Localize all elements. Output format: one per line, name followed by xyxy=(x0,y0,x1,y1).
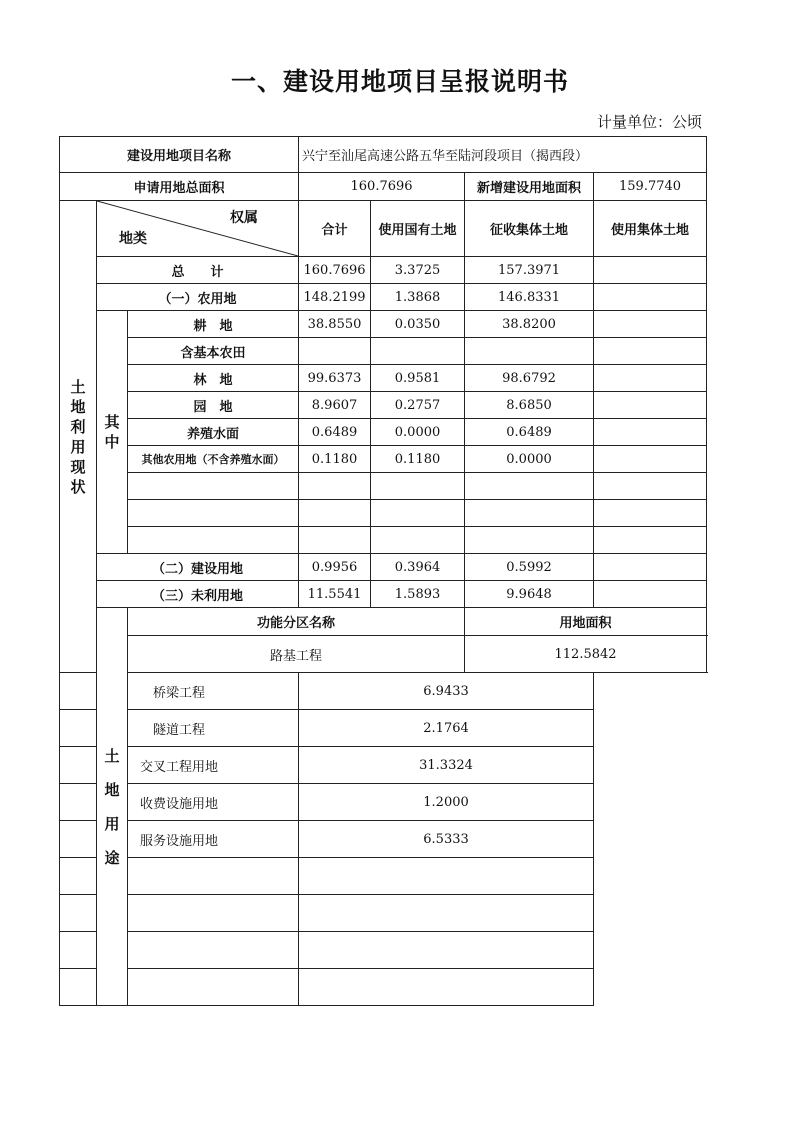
current-section-label: 土 地 利 用 现 状 xyxy=(60,201,97,673)
among-label: 其 中 xyxy=(97,311,128,554)
sub-total: 99.6373 xyxy=(299,365,371,392)
usage-name xyxy=(60,895,299,932)
usage-name: 收费设施用地 xyxy=(60,784,299,821)
land-report-table xyxy=(59,136,707,1006)
sub-row xyxy=(60,365,707,392)
usage-row xyxy=(60,710,707,747)
usage-name xyxy=(60,858,299,895)
usage-area: 31.3324 xyxy=(299,747,594,784)
sub-total: 0.1180 xyxy=(299,446,371,473)
project-name-value: 兴宁至汕尾高速公路五华至陆河段项目（揭西段） xyxy=(299,137,707,173)
usage-area: 1.2000 xyxy=(299,784,594,821)
sub-row xyxy=(60,527,707,554)
sub-total xyxy=(299,338,371,365)
sub-state: 0.0000 xyxy=(371,419,465,446)
usage-row xyxy=(60,858,707,895)
usage-row xyxy=(60,784,707,821)
usage-name xyxy=(60,969,299,1006)
agri-state: 1.3868 xyxy=(371,284,465,311)
unused-row xyxy=(60,581,707,608)
usage-name xyxy=(60,932,299,969)
usage-area-header: 用地面积 xyxy=(465,608,707,636)
sub-row xyxy=(60,338,707,365)
sub-use-collective xyxy=(594,338,707,365)
sub-state: 0.9581 xyxy=(371,365,465,392)
usage-row xyxy=(60,636,707,673)
usage-area xyxy=(299,858,594,895)
sub-label: 含基本农田 xyxy=(128,338,299,365)
sub-label xyxy=(128,527,299,554)
unused-collect: 9.9648 xyxy=(465,581,594,608)
sub-use-collective xyxy=(594,392,707,419)
sum-collect: 157.3971 xyxy=(465,257,594,284)
sub-collect: 0.6489 xyxy=(465,419,594,446)
usage-name: 隧道工程 xyxy=(60,710,299,747)
sub-use-collective xyxy=(594,419,707,446)
sub-collect xyxy=(465,500,594,527)
sub-label xyxy=(128,473,299,500)
total-area-row xyxy=(60,173,707,201)
sub-row xyxy=(60,500,707,527)
usage-row xyxy=(60,969,707,1006)
sub-total: 0.6489 xyxy=(299,419,371,446)
sub-label: 林 地 xyxy=(128,365,299,392)
usage-area: 6.9433 xyxy=(299,673,594,710)
build-collect: 0.5992 xyxy=(465,554,594,581)
sub-use-collective xyxy=(594,365,707,392)
usage-area: 6.5333 xyxy=(299,821,594,858)
current-header-row xyxy=(60,201,707,257)
sub-state: 0.0350 xyxy=(371,311,465,338)
sub-label xyxy=(128,500,299,527)
sub-collect xyxy=(465,527,594,554)
usage-area xyxy=(299,895,594,932)
sub-label: 其他农用地（不含养殖水面） xyxy=(128,446,299,473)
sub-collect xyxy=(465,338,594,365)
build-total: 0.9956 xyxy=(299,554,371,581)
usage-area: 112.5842 xyxy=(465,636,707,673)
new-area-label: 新增建设用地面积 xyxy=(465,173,594,201)
unused-total: 11.5541 xyxy=(299,581,371,608)
sum-state: 3.3725 xyxy=(371,257,465,284)
sub-state xyxy=(371,500,465,527)
project-name-row xyxy=(60,137,707,173)
agri-collect: 146.8331 xyxy=(465,284,594,311)
agri-label: （一）农用地 xyxy=(97,284,299,311)
sub-use-collective xyxy=(594,311,707,338)
sub-row xyxy=(60,473,707,500)
usage-area xyxy=(299,969,594,1006)
sub-row xyxy=(60,392,707,419)
usage-area xyxy=(299,932,594,969)
agri-total: 148.2199 xyxy=(299,284,371,311)
ownership-header: 权属 xyxy=(230,210,259,226)
sub-use-collective xyxy=(594,527,707,554)
total-area-value: 160.7696 xyxy=(299,173,465,201)
diagonal-header-cell xyxy=(97,201,299,257)
sub-total: 8.9607 xyxy=(299,392,371,419)
usage-row xyxy=(60,673,707,710)
usage-row xyxy=(60,747,707,784)
sum-row xyxy=(60,257,707,284)
sub-state xyxy=(371,473,465,500)
usage-name: 桥梁工程 xyxy=(60,673,299,710)
unit-label: 计量单位：公顷 xyxy=(596,113,702,131)
usage-row xyxy=(60,932,707,969)
sub-total xyxy=(299,527,371,554)
sub-state xyxy=(371,527,465,554)
col-total-header: 合计 xyxy=(299,201,371,257)
usage-name: 交叉工程用地 xyxy=(60,747,299,784)
usage-row xyxy=(60,821,707,858)
sub-row xyxy=(60,311,707,338)
sub-use-collective xyxy=(594,446,707,473)
usage-section-label: 土 地 用 途 xyxy=(97,608,128,1006)
sub-collect: 98.6792 xyxy=(465,365,594,392)
sub-use-collective xyxy=(594,500,707,527)
sub-collect: 8.6850 xyxy=(465,392,594,419)
usage-header-row xyxy=(60,608,707,636)
sub-collect: 38.8200 xyxy=(465,311,594,338)
usage-name: 服务设施用地 xyxy=(60,821,299,858)
sub-label: 园 地 xyxy=(128,392,299,419)
unused-label: （三）未利用地 xyxy=(97,581,299,608)
sum-total: 160.7696 xyxy=(299,257,371,284)
landtype-header: 地类 xyxy=(119,231,147,247)
col-use-collective-header: 使用集体土地 xyxy=(594,201,707,257)
agri-row xyxy=(60,284,707,311)
sub-total xyxy=(299,473,371,500)
usage-name: 路基工程 xyxy=(128,636,465,673)
build-row xyxy=(60,554,707,581)
sub-state: 0.2757 xyxy=(371,392,465,419)
unused-state: 1.5893 xyxy=(371,581,465,608)
sub-label: 耕 地 xyxy=(128,311,299,338)
sub-row xyxy=(60,446,707,473)
sub-collect xyxy=(465,473,594,500)
col-collect-header: 征收集体土地 xyxy=(465,201,594,257)
sub-total xyxy=(299,500,371,527)
build-state: 0.3964 xyxy=(371,554,465,581)
unused-use-collective xyxy=(594,581,707,608)
project-name-label: 建设用地项目名称 xyxy=(60,137,299,173)
usage-row xyxy=(60,895,707,932)
build-label: （二）建设用地 xyxy=(97,554,299,581)
usage-area: 2.1764 xyxy=(299,710,594,747)
page-title: 一、建设用地项目呈报说明书 xyxy=(230,67,569,96)
sum-use-collective xyxy=(594,257,707,284)
sub-row xyxy=(60,419,707,446)
sub-state: 0.1180 xyxy=(371,446,465,473)
col-state-header: 使用国有土地 xyxy=(371,201,465,257)
sum-label: 总 计 xyxy=(97,257,299,284)
total-area-label: 申请用地总面积 xyxy=(60,173,299,201)
sub-total: 38.8550 xyxy=(299,311,371,338)
sub-state xyxy=(371,338,465,365)
agri-use-collective xyxy=(594,284,707,311)
sub-label: 养殖水面 xyxy=(128,419,299,446)
usage-name-header: 功能分区名称 xyxy=(128,608,465,636)
sub-collect: 0.0000 xyxy=(465,446,594,473)
sub-use-collective xyxy=(594,473,707,500)
new-area-value: 159.7740 xyxy=(594,173,707,201)
build-use-collective xyxy=(594,554,707,581)
